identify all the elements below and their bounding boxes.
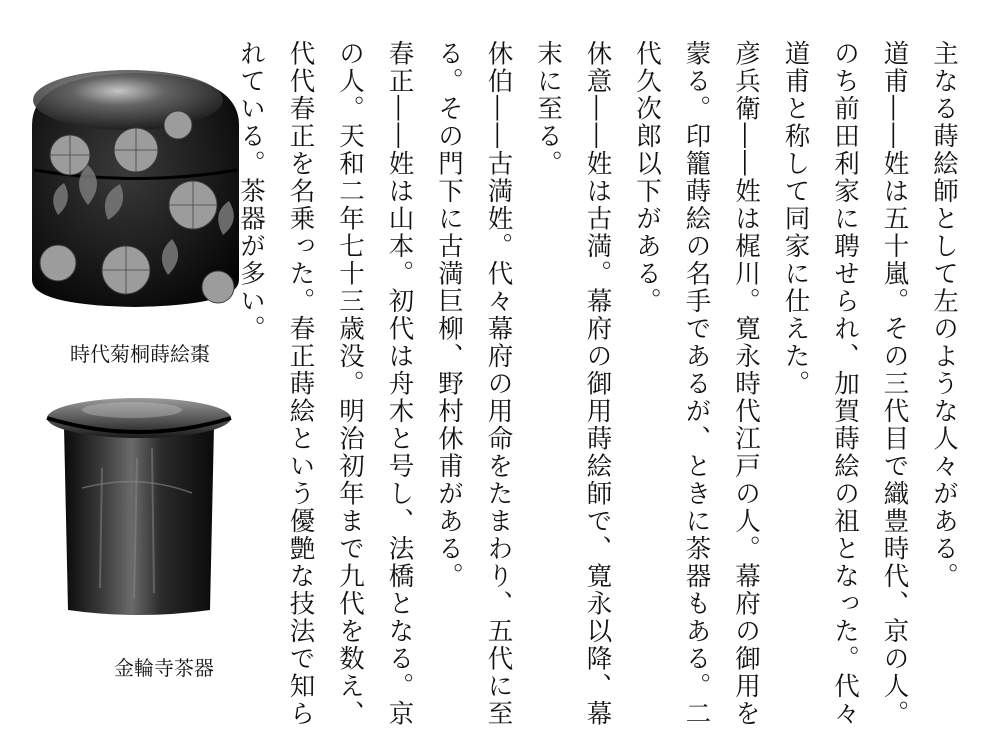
paragraph-kyui: 休意――姓は古満。幕府の御用蒔絵師で、寛永以降、幕末に至る。 [533,40,613,728]
body-text [236,40,968,730]
natsume-caption: 時代菊桐蒔絵棗 [70,342,210,366]
paragraph-hikobee: 彦兵衛――姓は梶川。寛永時代江戸の人。幕府の御用を蒙る。印籠蒔絵の名手であるが、ときに茶器もある。二代久次郎以下がある。 [632,40,761,728]
paragraph-shunsho: 春正――姓は山本。初代は舟木と号し、法橋となる。京の人。天和二年七十三歳没。明治初年まで九代を数え、代代春正を名乗った。春正蒔絵という優艶な技法で知られている。茶器が多い。 [236,40,415,728]
natsume-photo [18,55,253,310]
chaki-photo [42,388,237,620]
chaki-caption: 金輪寺茶器 [114,656,214,680]
paragraph-intro: 主なる蒔絵師として左のような人々がある。 [929,40,959,590]
paragraph-kyuhaku: 休伯――古満姓。代々幕府の用命をたまわり、五代に至る。その門下に古満巨柳、野村休甫がある。 [434,40,514,728]
paragraph-doho: 道甫――姓は五十嵐。その三代目で織豊時代、京の人。のち前田利家に聘せられ、加賀蒔絵の祖となった。代々道甫と称して同家に仕えた。 [780,40,910,728]
